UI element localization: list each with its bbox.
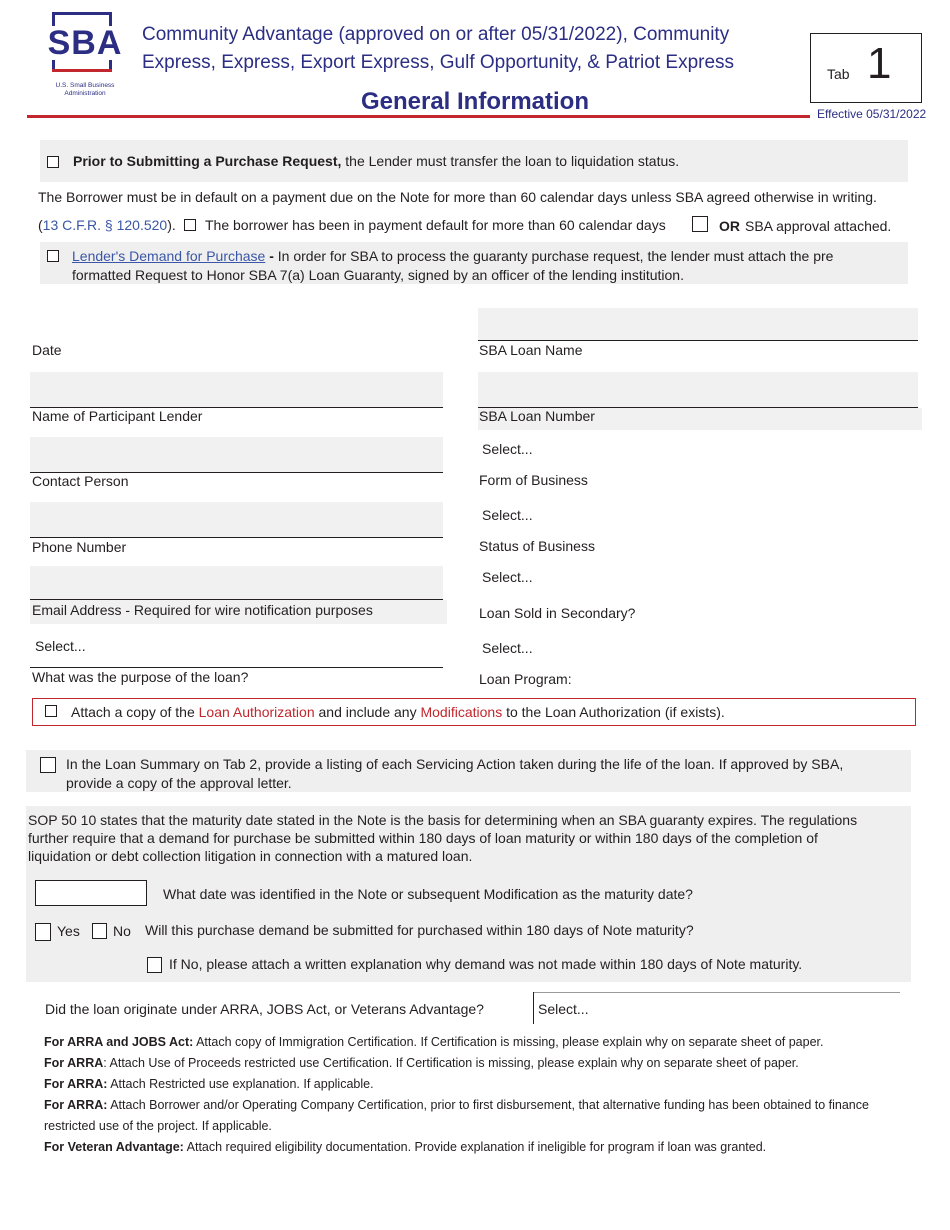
cfr-open: ( — [38, 217, 43, 233]
note-4 — [44, 1116, 934, 1137]
purpose-label: What was the purpose of the loan? — [32, 669, 249, 685]
email-input[interactable] — [30, 566, 443, 599]
tab-box — [810, 33, 922, 103]
authorization-checkbox[interactable] — [45, 705, 57, 717]
maturity-para-1: SOP 50 10 states that the maturity date stated in the Note is the basis for determining when an SBA guaranty expires. The regulations — [28, 812, 858, 828]
effective-date: Effective 05/31/2022 — [817, 107, 927, 121]
loan-name-input[interactable] — [478, 308, 918, 340]
loan-authorization-link[interactable]: Loan Authorization — [198, 704, 315, 720]
status-of-business-select[interactable]: Select... — [482, 507, 533, 523]
phone-number-underline — [30, 537, 443, 538]
note-3-text: Attach Borrower and/or Operating Company Certification, prior to first disbursement, that alternative funding has been obtained to finance — [107, 1098, 869, 1112]
loan-number-input[interactable] — [478, 372, 918, 407]
demand-checkbox[interactable] — [47, 250, 59, 262]
maturity-para-3: liquidation or debt collection litigation in connection with a matured loan. — [28, 848, 473, 864]
demand-dash: - — [265, 248, 278, 264]
default-60-days-label: The borrower has been in payment default for more than 60 calendar days — [205, 217, 666, 233]
maturity-para-2: further require that a demand for purchase be submitted within 180 days of loan maturity or within 180 days of the completion of — [28, 830, 818, 846]
note-0-bold: For ARRA and JOBS Act: — [44, 1035, 194, 1049]
authorization-middle: and include any — [314, 704, 421, 720]
date-input[interactable] — [30, 318, 443, 342]
within-180-question: Will this purchase demand be submitted for purchased within 180 days of Note maturity? — [145, 922, 694, 938]
logo-text: SBA — [44, 26, 126, 60]
servicing-checkbox[interactable] — [40, 757, 56, 773]
programs-line-1: Community Advantage (approved on or after 05/31/2022), Community — [142, 24, 730, 45]
yes-checkbox[interactable] — [35, 923, 51, 941]
form-of-business-label: Form of Business — [479, 472, 588, 488]
loan-program-select[interactable]: Select... — [482, 640, 533, 656]
loan-number-label: SBA Loan Number — [479, 408, 595, 424]
arra-question: Did the loan originate under ARRA, JOBS Act, or Veterans Advantage? — [45, 1001, 484, 1017]
note-2 — [44, 1074, 934, 1095]
loan-name-underline — [478, 340, 918, 341]
authorization-text — [71, 703, 725, 721]
header-rule — [27, 115, 810, 118]
or-label: OR — [719, 218, 740, 234]
explanation-checkbox[interactable] — [147, 957, 162, 973]
demand-link[interactable]: Lender's Demand for Purchase — [72, 248, 266, 264]
note-5 — [44, 1137, 934, 1158]
logo-subtitle: U.S. Small Business — [55, 82, 115, 89]
status-of-business-label: Status of Business — [479, 538, 595, 554]
lender-name-label: Name of Participant Lender — [32, 408, 203, 424]
servicing-line-1: In the Loan Summary on Tab 2, provide a listing of each Servicing Action taken during the life of the loan. If approved by SBA, — [66, 756, 844, 772]
loan-sold-label: Loan Sold in Secondary? — [479, 605, 636, 621]
note-2-text: Attach Restricted use explanation. If applicable. — [107, 1077, 374, 1091]
phone-number-label: Phone Number — [32, 539, 127, 555]
note-0-text: Attach copy of Immigration Certification. If Certification is missing, please explain why on separate sheet of paper. — [193, 1035, 824, 1049]
note-1-text: : Attach Use of Proceeds restricted use Certification. If Certification is missing, please explain why on separate sheet of paper. — [103, 1056, 799, 1070]
phone-number-input[interactable] — [30, 502, 443, 537]
sba-logo — [44, 12, 126, 98]
modifications-link[interactable]: Modifications — [420, 704, 503, 720]
logo-frame-bottom — [52, 69, 112, 72]
programs-line-2: Express, Express, Export Express, Gulf Opportunity, & Patriot Express — [142, 52, 735, 73]
cfr-close: ). — [167, 217, 176, 233]
lender-name-input[interactable] — [30, 372, 443, 407]
sba-approval-label: SBA approval attached. — [745, 218, 892, 234]
arra-select-border-top — [533, 992, 900, 993]
explanation-text: If No, please attach a written explanation why demand was not made within 180 days of Note maturity. — [169, 956, 803, 972]
note-1-bold: For ARRA — [44, 1056, 104, 1070]
contact-person-input[interactable] — [30, 437, 443, 472]
demand-text: In order for SBA to process the guaranty purchase request, the lender must attach the pre — [277, 248, 834, 264]
loan-program-label: Loan Program: — [479, 671, 572, 687]
note-5-bold: For Veteran Advantage: — [44, 1140, 184, 1154]
note-1 — [44, 1053, 934, 1074]
note-4-text: restricted use of the project. If applicable. — [44, 1119, 272, 1133]
arra-notes — [44, 1032, 934, 1158]
note-2-bold: For ARRA: — [44, 1077, 108, 1091]
default-requirement: The Borrower must be in default on a payment due on the Note for more than 60 calendar days unless SBA agreed otherwise in writing. — [38, 189, 877, 205]
note-0 — [44, 1032, 934, 1053]
authorization-suffix: to the Loan Authorization (if exists). — [502, 704, 725, 720]
date-label: Date — [32, 342, 62, 358]
tab-label: Tab — [827, 66, 850, 82]
purpose-underline — [30, 667, 443, 668]
arra-select-border-left — [533, 992, 534, 1024]
liquidation-bold: Prior to Submitting a Purchase Request, — [73, 153, 342, 169]
tab-number: 1 — [867, 39, 892, 88]
yes-label: Yes — [57, 923, 80, 939]
authorization-prefix: Attach a copy of the — [71, 704, 199, 720]
liquidation-text — [73, 152, 679, 170]
email-label: Email Address - Required for wire notification purposes — [32, 602, 373, 618]
liquidation-rest: the Lender must transfer the loan to liquidation status. — [341, 153, 680, 169]
servicing-line-2: provide a copy of the approval letter. — [66, 775, 292, 791]
cfr-link[interactable]: 13 C.F.R. § 120.520 — [42, 217, 168, 233]
sba-approval-checkbox[interactable] — [692, 216, 708, 232]
no-label: No — [113, 923, 131, 939]
no-checkbox[interactable] — [92, 923, 107, 939]
maturity-date-question: What date was identified in the Note or subsequent Modification as the maturity date? — [163, 886, 693, 902]
purpose-select[interactable]: Select... — [35, 638, 86, 654]
loan-sold-select[interactable]: Select... — [482, 569, 533, 585]
note-5-text: Attach required eligibility documentation. Provide explanation if ineligible for program if loan was granted. — [183, 1140, 767, 1154]
default-60-days-checkbox[interactable] — [184, 219, 196, 231]
cfr-reference — [38, 216, 176, 234]
form-of-business-select[interactable]: Select... — [482, 441, 533, 457]
logo-subtitle-2: Administration — [64, 90, 106, 97]
note-3 — [44, 1095, 934, 1116]
demand-line-2: formatted Request to Honor SBA 7(a) Loan Guaranty, signed by an officer of the lending institution. — [72, 267, 684, 283]
liquidation-checkbox[interactable] — [47, 156, 59, 168]
maturity-date-input[interactable] — [35, 880, 147, 906]
page-title: General Information — [360, 88, 590, 115]
arra-select[interactable]: Select... — [538, 1001, 589, 1017]
demand-line-1 — [72, 247, 833, 265]
loan-name-label: SBA Loan Name — [479, 342, 583, 358]
contact-person-label: Contact Person — [32, 473, 129, 489]
note-3-bold: For ARRA: — [44, 1098, 108, 1112]
